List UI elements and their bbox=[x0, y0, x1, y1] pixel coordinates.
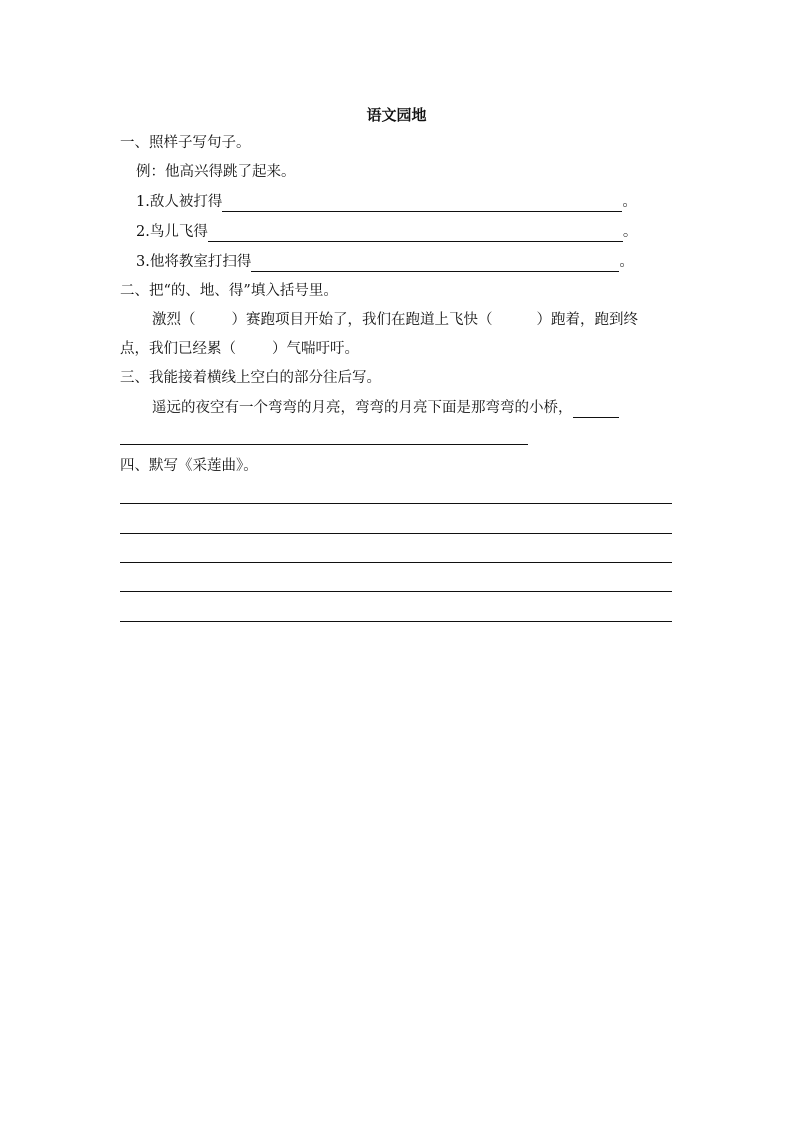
section3-heading: 三、我能接着横线上空白的部分往后写。 bbox=[120, 370, 381, 386]
section1-heading: 一、照样子写句子。 bbox=[120, 135, 251, 151]
item-prompt: 敌人被打得 bbox=[149, 194, 223, 210]
sentence-item-2 bbox=[136, 222, 637, 242]
writing-line-5[interactable] bbox=[120, 621, 672, 622]
section2-heading: 二、把“的、地、得”填入括号里。 bbox=[120, 283, 338, 299]
text-segment: ）赛跑项目开始了，我们在跑道上飞快（ bbox=[231, 312, 493, 328]
text-segment: 激烈（ bbox=[152, 312, 196, 328]
section2-paragraph-line2 bbox=[120, 339, 359, 359]
page-title: 语文园地 bbox=[366, 106, 427, 124]
section2-paragraph-line1 bbox=[152, 310, 638, 330]
text-segment: ）跑着，跑到终 bbox=[536, 312, 638, 328]
answer-blank-3[interactable] bbox=[251, 254, 619, 272]
continuation-blank-line[interactable] bbox=[120, 444, 528, 445]
item-prompt: 他将教室打扫得 bbox=[149, 254, 252, 270]
writing-line-1[interactable] bbox=[120, 503, 672, 504]
item-end: 。 bbox=[622, 224, 638, 240]
answer-blank-2[interactable] bbox=[208, 224, 623, 242]
answer-blank-1[interactable] bbox=[222, 194, 622, 212]
sentence-item-3 bbox=[136, 252, 634, 272]
section4-heading: 四、默写《采莲曲》。 bbox=[120, 458, 258, 474]
section3-paragraph bbox=[152, 398, 619, 418]
item-number: 1. bbox=[136, 194, 150, 210]
section1-example: 例：他高兴得跳了起来。 bbox=[136, 164, 296, 180]
writing-line-3[interactable] bbox=[120, 562, 672, 563]
continuation-text: 遥远的夜空有一个弯弯的月亮，弯弯的月亮下面是那弯弯的小桥， bbox=[152, 400, 573, 416]
text-segment: ）气喘吁吁。 bbox=[272, 341, 359, 357]
item-end: 。 bbox=[622, 194, 637, 210]
sentence-item-1 bbox=[136, 192, 637, 212]
writing-line-2[interactable] bbox=[120, 533, 672, 534]
item-number: 3. bbox=[136, 254, 150, 270]
item-number: 2. bbox=[136, 224, 150, 240]
item-prompt: 鸟儿飞得 bbox=[149, 224, 208, 240]
writing-line-4[interactable] bbox=[120, 591, 672, 592]
text-segment: 点，我们已经累（ bbox=[120, 341, 236, 357]
continuation-blank-inline[interactable] bbox=[573, 400, 619, 418]
item-end: 。 bbox=[619, 254, 634, 270]
